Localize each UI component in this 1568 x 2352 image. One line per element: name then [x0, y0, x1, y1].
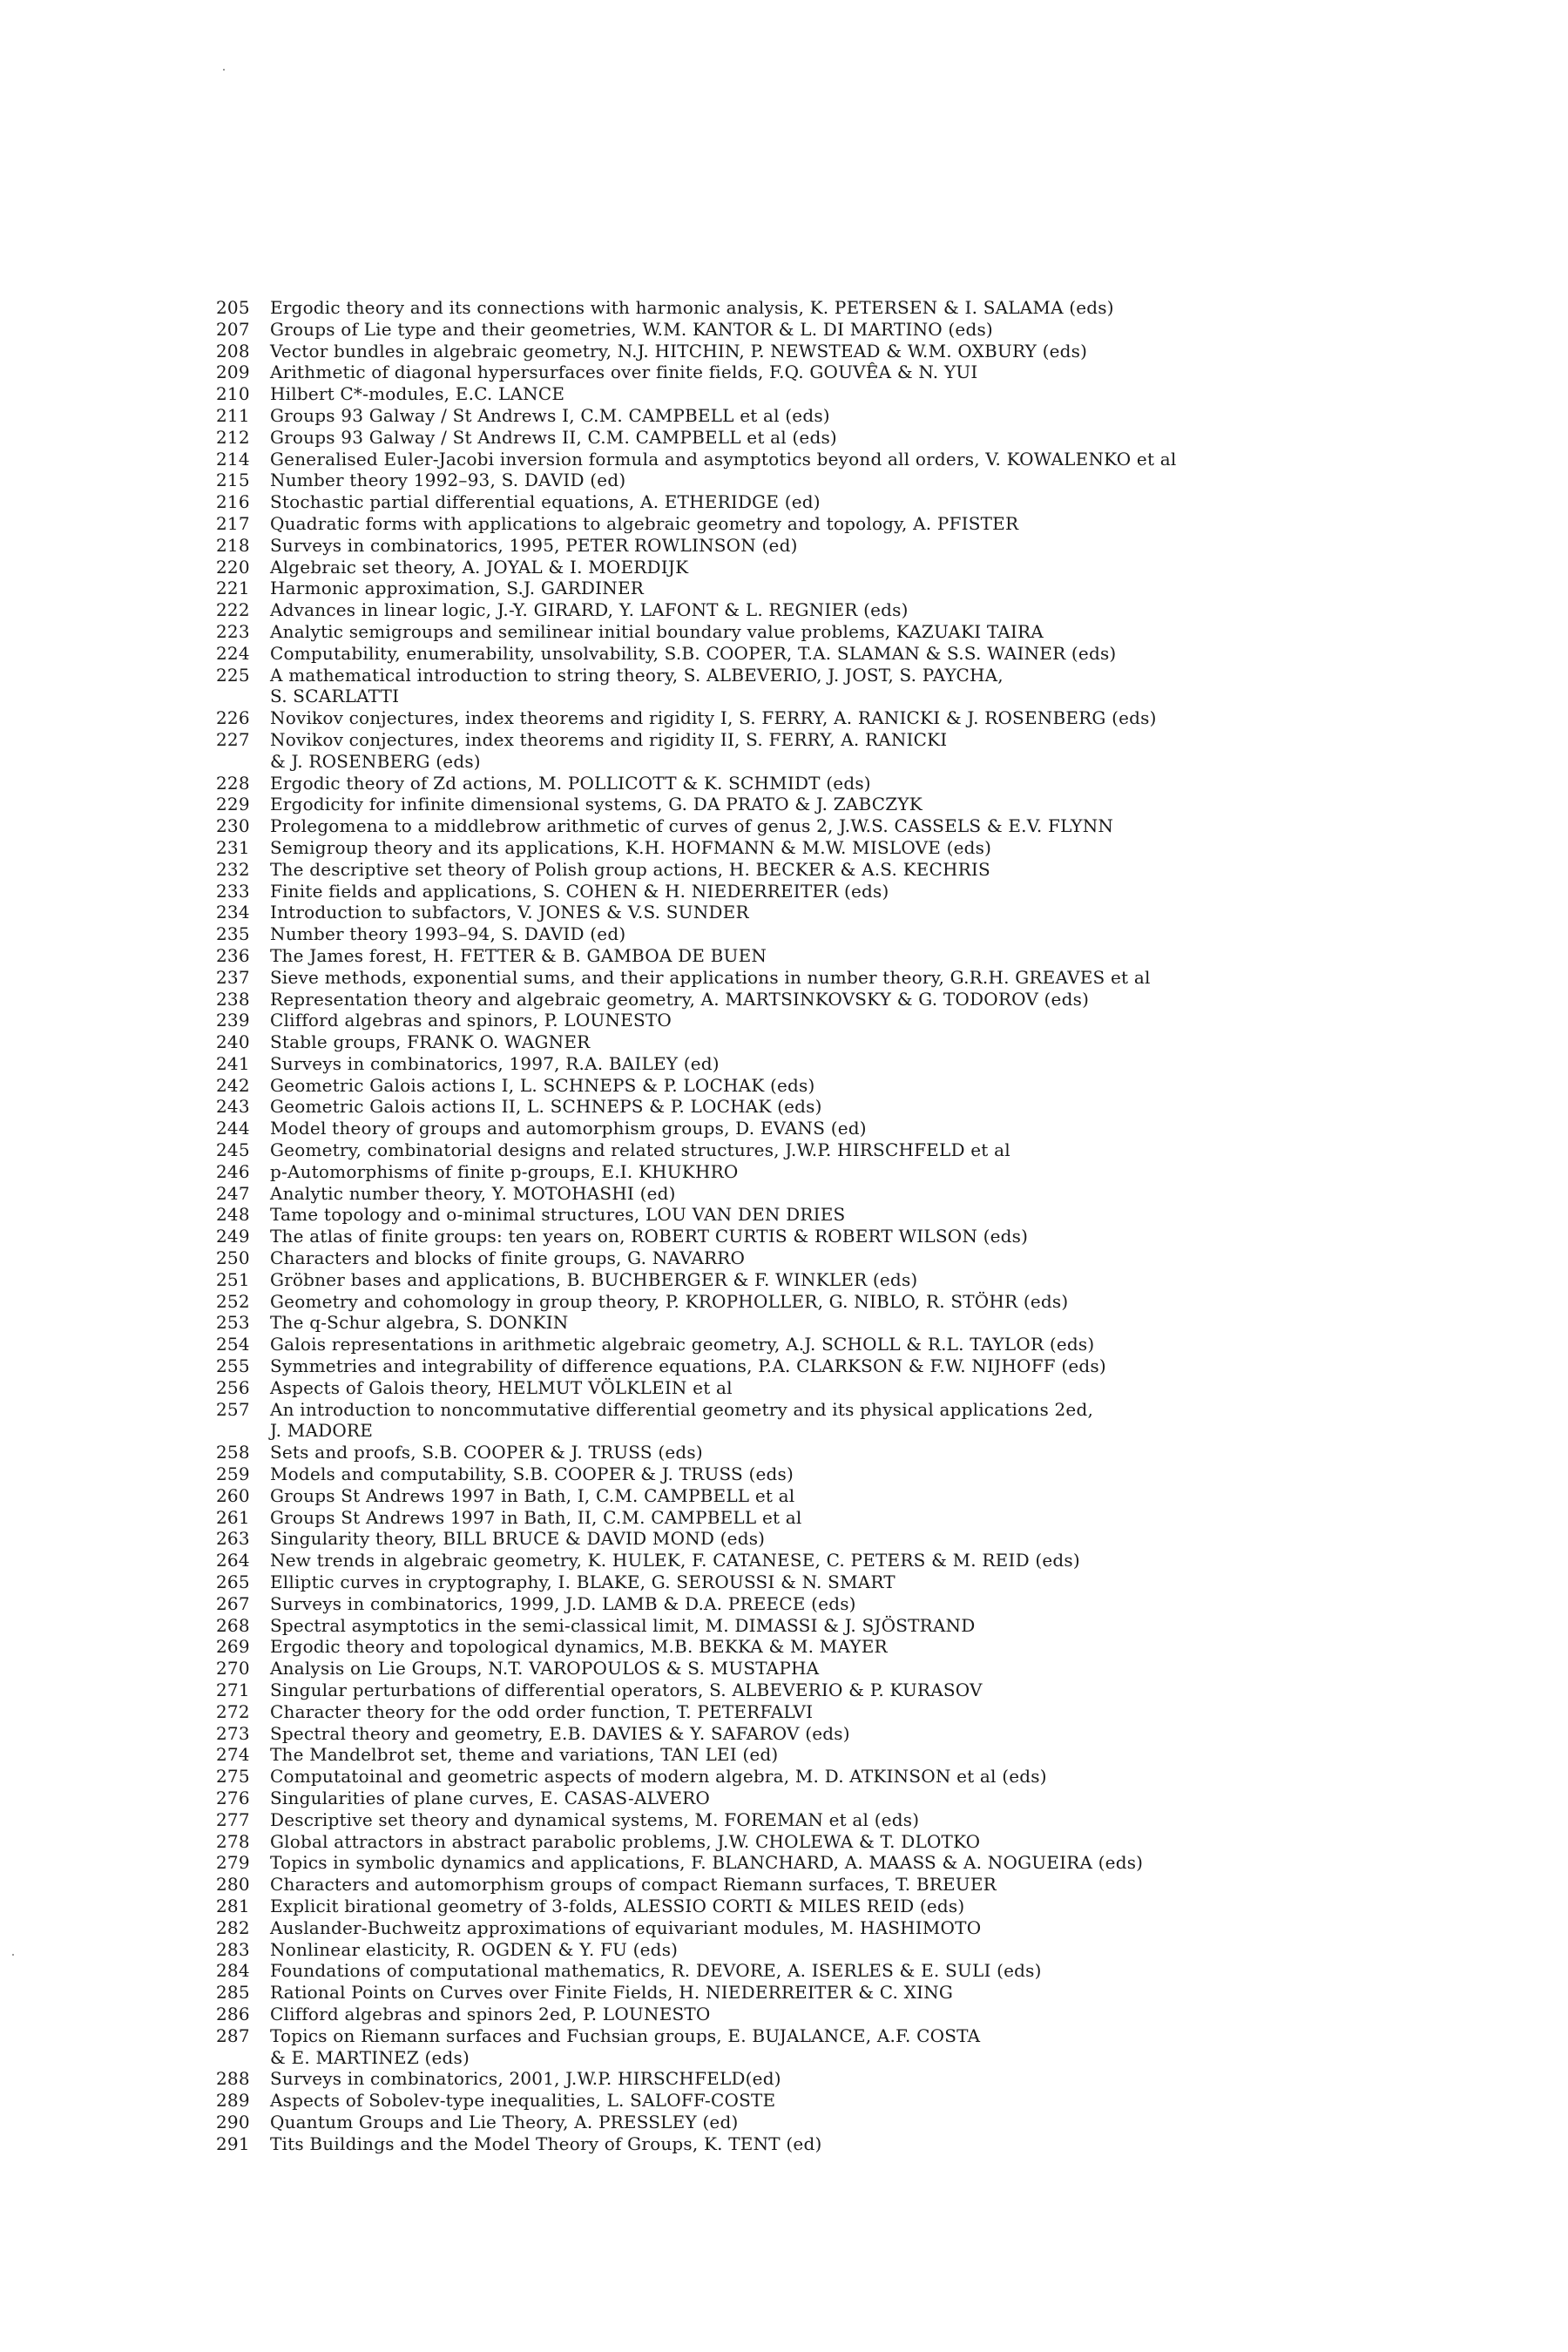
list-item: [216, 1291, 1401, 1313]
volume-title: Computatoinal and geometric aspects of modern algebra, M. D. ATKINSON et al (eds): [270, 1766, 1047, 1788]
volume-title: Surveys in combinatorics, 1999, J.D. LAMB & D.A. PREECE (eds): [270, 1592, 856, 1614]
volume-number: 278: [216, 1830, 250, 1852]
volume-number: 288: [216, 2068, 250, 2090]
volume-title: Novikov conjectures, index theorems and rigidity II, S. FERRY, A. RANICKI: [270, 728, 948, 750]
volume-number: 214: [216, 448, 250, 470]
list-item: [216, 1204, 1401, 1226]
volume-number: 270: [216, 1658, 250, 1680]
list-item: [216, 1680, 1401, 1701]
volume-number: 248: [216, 1204, 250, 1226]
list-item: [216, 557, 1401, 578]
volume-number: 234: [216, 902, 250, 923]
list-item: [216, 578, 1401, 599]
volume-number: 257: [216, 1398, 250, 1420]
volume-number: 253: [216, 1312, 250, 1334]
volume-number: 279: [216, 1852, 250, 1874]
volume-title: Generalised Euler-Jacobi inversion formula and asymptotics beyond all orders, V. KOWALENKO et al: [270, 448, 1177, 470]
volume-title: Galois representations in arithmetic algebraic geometry, A.J. SCHOLL & R.L. TAYLOR (eds): [270, 1334, 1095, 1355]
volume-title: Aspects of Sobolev-type inequalities, L. SALOFF-COSTE: [270, 2090, 776, 2112]
list-item: [216, 1463, 1401, 1485]
volume-number: 284: [216, 1960, 250, 1982]
volume-number: 256: [216, 1376, 250, 1398]
volume-title: Symmetries and integrability of difference equations, P.A. CLARKSON & F.W. NIJHOFF (eds): [270, 1355, 1106, 1377]
volume-title: Analytic semigroups and semilinear initial boundary value problems, KAZUAKI TAIRA: [270, 620, 1044, 642]
list-item: [216, 470, 1401, 491]
volume-number: 205: [216, 297, 250, 318]
list-item: [216, 1226, 1401, 1247]
volume-number: 271: [216, 1680, 250, 1700]
volume-title: Analytic number theory, Y. MOTOHASHI (ed): [270, 1182, 676, 1204]
list-item: [216, 1096, 1401, 1118]
volume-number: 208: [216, 340, 250, 362]
list-item: [216, 837, 1401, 859]
volume-title: Tits Buildings and the Model Theory of Groups, K. TENT (ed): [270, 2132, 822, 2154]
volume-number: 247: [216, 1182, 250, 1204]
volume-title: Geometric Galois actions I, L. SCHNEPS & P. LOCHAK (eds): [270, 1074, 815, 1096]
volume-number: 252: [216, 1290, 250, 1312]
list-item: [216, 1982, 1401, 2004]
volume-number: 245: [216, 1139, 250, 1161]
volume-title: p-Automorphisms of finite p-groups, E.I. KHUKHRO: [270, 1160, 739, 1182]
list-item: [216, 1874, 1401, 1896]
list-item: [216, 297, 1401, 319]
list-item: [216, 989, 1401, 1010]
volume-number: 243: [216, 1096, 250, 1118]
volume-number: 223: [216, 620, 250, 642]
volume-number: 267: [216, 1592, 250, 1614]
volume-number: 229: [216, 794, 250, 815]
volume-number: 265: [216, 1571, 250, 1593]
volume-title: Novikov conjectures, index theorems and rigidity I, S. FERRY, A. RANICKI & J. ROSENBERG (eds): [270, 707, 1157, 729]
list-item: [216, 1031, 1401, 1053]
volume-title: Groups St Andrews 1997 in Bath, II, C.M. CAMPBELL et al: [270, 1506, 802, 1528]
list-item: [216, 794, 1401, 815]
volume-number: 237: [216, 966, 250, 988]
volume-title: Nonlinear elasticity, R. OGDEN & Y. FU (eds): [270, 1938, 679, 1960]
volume-number: 286: [216, 2003, 250, 2024]
volume-title: Quadratic forms with applications to algebraic geometry and topology, A. PFISTER: [270, 512, 1019, 534]
volume-title: Models and computability, S.B. COOPER & J. TRUSS (eds): [270, 1463, 794, 1485]
volume-title: Arithmetic of diagonal hypersurfaces over finite fields, F.Q. GOUVÊA & N. YUI: [270, 362, 978, 383]
volume-number: 215: [216, 470, 250, 491]
list-item: [216, 1139, 1401, 1161]
volume-title: Global attractors in abstract parabolic problems, J.W. CHOLEWA & T. DLOTKO: [270, 1830, 981, 1852]
list-item: [216, 341, 1401, 362]
volume-title: Auslander-Buchweitz approximations of equivariant modules, M. HASHIMOTO: [270, 1916, 982, 1938]
list-item: [216, 1744, 1401, 1766]
volume-title: The q-Schur algebra, S. DONKIN: [270, 1312, 569, 1334]
list-item: [216, 1896, 1401, 1917]
volume-title: New trends in algebraic geometry, K. HULEK, F. CATANESE, C. PETERS & M. REID (eds): [270, 1550, 1080, 1571]
volume-number: 236: [216, 944, 250, 966]
list-item: [216, 1917, 1401, 1939]
volume-title: The atlas of finite groups: ten years on, ROBERT CURTIS & ROBERT WILSON (eds): [270, 1226, 1029, 1247]
volume-title: Vector bundles in algebraic geometry, N.J. HITCHIN, P. NEWSTEAD & W.M. OXBURY (eds): [270, 340, 1088, 362]
list-item: [216, 967, 1401, 989]
volume-number: 250: [216, 1247, 250, 1269]
list-item: [216, 2004, 1401, 2025]
list-item: [216, 1788, 1401, 1809]
volume-title: Surveys in combinatorics, 1997, R.A. BAILEY (ed): [270, 1052, 720, 1074]
list-item: [216, 1442, 1401, 1463]
volume-title: Harmonic approximation, S.J. GARDINER: [270, 578, 645, 599]
volume-number: 254: [216, 1334, 250, 1355]
volume-title-continuation: & J. ROSENBERG (eds): [270, 750, 481, 772]
volume-number: 240: [216, 1031, 250, 1053]
volume-number: 263: [216, 1528, 250, 1550]
volume-title: Stochastic partial differential equations, A. ETHERIDGE (ed): [270, 491, 821, 513]
volume-number: 235: [216, 923, 250, 945]
volume-number: 283: [216, 1938, 250, 1960]
volume-title: Characters and automorphism groups of compact Riemann surfaces, T. BREUER: [270, 1874, 997, 1896]
volume-number: 241: [216, 1052, 250, 1074]
volume-title: Singularities of plane curves, E. CASAS-ALVERO: [270, 1787, 711, 1808]
print-speck: [223, 69, 225, 71]
volume-title: Character theory for the odd order function, T. PETERFALVI: [270, 1700, 814, 1722]
list-item: [216, 1571, 1401, 1593]
volume-number: 232: [216, 858, 250, 880]
volume-title: Groups St Andrews 1997 in Bath, I, C.M. CAMPBELL et al: [270, 1484, 795, 1506]
volume-title: Characters and blocks of finite groups, G. NAVARRO: [270, 1247, 746, 1269]
list-item: [216, 1485, 1401, 1507]
volume-title: Groups of Lie type and their geometries, W.M. KANTOR & L. DI MARTINO (eds): [270, 318, 993, 340]
list-item: [216, 1355, 1401, 1377]
volume-number: 238: [216, 988, 250, 1010]
volume-title: Computability, enumerability, unsolvability, S.B. COOPER, T.A. SLAMAN & S.S. WAINER (eds): [270, 642, 1117, 664]
volume-number: 242: [216, 1074, 250, 1096]
volume-title: Spectral asymptotics in the semi-classical limit, M. DIMASSI & J. SJÖSTRAND: [270, 1614, 976, 1636]
volume-title: Introduction to subfactors, V. JONES & V.S. SUNDER: [270, 902, 749, 923]
volume-number: 228: [216, 772, 250, 794]
volume-number: 255: [216, 1355, 250, 1377]
volume-number: 268: [216, 1614, 250, 1636]
list-item: [216, 773, 1401, 794]
volume-number: 259: [216, 1463, 250, 1485]
list-item: [216, 427, 1401, 449]
volume-number: 230: [216, 815, 250, 837]
list-item: [216, 707, 1401, 729]
volume-title: Surveys in combinatorics, 2001, J.W.P. HIRSCHFELD(ed): [270, 2068, 781, 2090]
list-item: [216, 881, 1401, 902]
list-item: [216, 1075, 1401, 1097]
volume-number: 221: [216, 578, 250, 599]
volume-title: Representation theory and algebraic geometry, A. MARTSINKOVSKY & G. TODOROV (eds): [270, 988, 1090, 1010]
volume-title: Ergodicity for infinite dimensional systems, G. DA PRATO & J. ZABCZYK: [270, 794, 923, 815]
volume-number: 273: [216, 1722, 250, 1744]
volume-number: 239: [216, 1010, 250, 1031]
list-item: [216, 1831, 1401, 1853]
list-item: [216, 1550, 1401, 1571]
list-item: [216, 1269, 1401, 1291]
list-item: [216, 535, 1401, 557]
list-item: [216, 1723, 1401, 1745]
volume-number: 290: [216, 2111, 250, 2132]
list-item: [216, 621, 1401, 643]
volume-title: Elliptic curves in cryptography, I. BLAKE, G. SEROUSSI & N. SMART: [270, 1571, 896, 1593]
volume-number: 282: [216, 1916, 250, 1938]
list-item: [216, 1334, 1401, 1355]
volume-title: Model theory of groups and automorphism groups, D. EVANS (ed): [270, 1118, 867, 1139]
list-item: [216, 1766, 1401, 1788]
volume-title: Gröbner bases and applications, B. BUCHBERGER & F. WINKLER (eds): [270, 1268, 918, 1290]
list-item: [216, 1939, 1401, 1961]
volume-number: 231: [216, 836, 250, 858]
volume-title: Groups 93 Galway / St Andrews I, C.M. CAMPBELL et al (eds): [270, 404, 830, 426]
volume-number: 289: [216, 2090, 250, 2112]
volume-title: Geometric Galois actions II, L. SCHNEPS & P. LOCHAK (eds): [270, 1096, 822, 1118]
list-item: [216, 1593, 1401, 1615]
list-item: [216, 1377, 1401, 1399]
volume-number: 220: [216, 556, 250, 578]
list-item: [216, 1053, 1401, 1075]
list-item: [216, 405, 1401, 427]
list-item: [216, 665, 1401, 708]
volume-title: Ergodic theory and its connections with harmonic analysis, K. PETERSEN & I. SALAMA (eds): [270, 297, 1114, 318]
list-item: [216, 902, 1401, 923]
volume-title: Sets and proofs, S.B. COOPER & J. TRUSS (eds): [270, 1442, 703, 1463]
list-item: [216, 923, 1401, 945]
volume-number: 210: [216, 383, 250, 405]
list-item: [216, 1507, 1401, 1529]
list-item: [216, 2133, 1401, 2155]
volume-number: 264: [216, 1550, 250, 1571]
list-item: [216, 1247, 1401, 1269]
volume-title: Semigroup theory and its applications, K.H. HOFMANN & M.W. MISLOVE (eds): [270, 836, 992, 858]
list-item: [216, 1615, 1401, 1637]
list-item: [216, 2112, 1401, 2133]
volume-title: Foundations of computational mathematics, R. DEVORE, A. ISERLES & E. SULI (eds): [270, 1960, 1042, 1982]
list-item: [216, 1399, 1401, 1443]
list-item: [216, 2090, 1401, 2112]
volume-title: Ergodic theory and topological dynamics, M.B. BEKKA & M. MAYER: [270, 1636, 888, 1658]
volume-title-continuation: S. SCARLATTI: [270, 686, 400, 707]
list-item: [216, 383, 1401, 405]
list-item: [216, 1161, 1401, 1183]
list-item: [216, 859, 1401, 881]
volume-title-continuation: & E. MARTINEZ (eds): [270, 2046, 470, 2068]
volume-title: The James forest, H. FETTER & B. GAMBOA DE BUEN: [270, 944, 767, 966]
list-item: [216, 729, 1401, 773]
volume-number: 261: [216, 1506, 250, 1528]
volume-title: The Mandelbrot set, theme and variations, TAN LEI (ed): [270, 1744, 779, 1766]
volume-title: Ergodic theory of Zd actions, M. POLLICOTT & K. SCHMIDT (eds): [270, 772, 871, 794]
volume-title: Singularity theory, BILL BRUCE & DAVID MOND (eds): [270, 1528, 766, 1550]
volume-title: Number theory 1993–94, S. DAVID (ed): [270, 923, 626, 945]
print-speck: [12, 1954, 14, 1956]
volume-number: 216: [216, 491, 250, 513]
list-item: [216, 491, 1401, 513]
volume-number: 275: [216, 1766, 250, 1788]
list-item: [216, 1528, 1401, 1550]
list-item: [216, 945, 1401, 967]
volume-title: The descriptive set theory of Polish group actions, H. BECKER & A.S. KECHRIS: [270, 858, 990, 880]
volume-number: 276: [216, 1787, 250, 1808]
list-item: [216, 1636, 1401, 1658]
list-item: [216, 2025, 1401, 2069]
volume-number: 287: [216, 2024, 250, 2046]
list-item: [216, 1852, 1401, 1874]
volume-number: 269: [216, 1636, 250, 1658]
volume-title: Quantum Groups and Lie Theory, A. PRESSLEY (ed): [270, 2111, 739, 2132]
volume-number: 244: [216, 1118, 250, 1139]
volume-number: 280: [216, 1874, 250, 1896]
volume-number: 258: [216, 1442, 250, 1463]
list-item: [216, 449, 1401, 470]
volume-title: Geometry and cohomology in group theory, P. KROPHOLLER, G. NIBLO, R. STÖHR (eds): [270, 1290, 1069, 1312]
list-item: [216, 599, 1401, 621]
volume-number: 251: [216, 1268, 250, 1290]
volume-title: Topics on Riemann surfaces and Fuchsian groups, E. BUJALANCE, A.F. COSTA: [270, 2024, 981, 2046]
volume-title: Groups 93 Galway / St Andrews II, C.M. CAMPBELL et al (eds): [270, 426, 837, 448]
volume-number: 224: [216, 642, 250, 664]
series-list: [216, 297, 1401, 2155]
list-item: [216, 2068, 1401, 2090]
volume-title: Hilbert C*-modules, E.C. LANCE: [270, 383, 565, 405]
volume-number: 272: [216, 1700, 250, 1722]
volume-title: Rational Points on Curves over Finite Fields, H. NIEDERREITER & C. XING: [270, 1982, 954, 2004]
volume-title: Aspects of Galois theory, HELMUT VÖLKLEIN et al: [270, 1376, 733, 1398]
volume-number: 291: [216, 2132, 250, 2154]
volume-number: 211: [216, 404, 250, 426]
volume-number: 207: [216, 318, 250, 340]
volume-title: Analysis on Lie Groups, N.T. VAROPOULOS & S. MUSTAPHA: [270, 1658, 820, 1680]
volume-title: Geometry, combinatorial designs and related structures, J.W.P. HIRSCHFELD et al: [270, 1139, 1010, 1161]
volume-title-continuation: J. MADORE: [270, 1420, 373, 1442]
volume-title: Surveys in combinatorics, 1995, PETER ROWLINSON (ed): [270, 534, 798, 556]
volume-number: 285: [216, 1982, 250, 2004]
volume-title: Singular perturbations of differential operators, S. ALBEVERIO & P. KURASOV: [270, 1680, 983, 1700]
volume-number: 281: [216, 1895, 250, 1916]
list-item: [216, 815, 1401, 837]
list-item: [216, 1118, 1401, 1139]
volume-title: Clifford algebras and spinors, P. LOUNESTO: [270, 1010, 672, 1031]
volume-title: Finite fields and applications, S. COHEN & H. NIEDERREITER (eds): [270, 880, 889, 902]
volume-number: 226: [216, 707, 250, 729]
volume-number: 246: [216, 1160, 250, 1182]
list-item: [216, 1960, 1401, 1982]
volume-title: A mathematical introduction to string theory, S. ALBEVERIO, J. JOST, S. PAYCHA,: [270, 664, 1004, 686]
list-item: [216, 1183, 1401, 1205]
volume-number: 277: [216, 1808, 250, 1830]
volume-title: Advances in linear logic, J.-Y. GIRARD, Y. LAFONT & L. REGNIER (eds): [270, 599, 909, 621]
volume-number: 274: [216, 1744, 250, 1766]
list-item: [216, 643, 1401, 665]
volume-title: Number theory 1992–93, S. DAVID (ed): [270, 470, 626, 491]
volume-title: Sieve methods, exponential sums, and their applications in number theory, G.R.H. GREAVES et al: [270, 966, 1151, 988]
volume-title: An introduction to noncommutative differential geometry and its physical applications 2ed,: [270, 1398, 1094, 1420]
volume-number: 209: [216, 362, 250, 383]
list-item: [216, 319, 1401, 341]
volume-title: Tame topology and o-minimal structures, LOU VAN DEN DRIES: [270, 1204, 846, 1226]
list-item: [216, 1809, 1401, 1831]
volume-number: 227: [216, 728, 250, 750]
volume-title: Spectral theory and geometry, E.B. DAVIES & Y. SAFAROV (eds): [270, 1722, 850, 1744]
list-item: [216, 1010, 1401, 1031]
volume-title: Clifford algebras and spinors 2ed, P. LOUNESTO: [270, 2003, 711, 2024]
volume-title: Topics in symbolic dynamics and applications, F. BLANCHARD, A. MAASS & A. NOGUEIRA (eds): [270, 1852, 1144, 1874]
volume-number: 225: [216, 664, 250, 686]
volume-number: 233: [216, 880, 250, 902]
list-item: [216, 1658, 1401, 1680]
volume-number: 222: [216, 599, 250, 621]
list-item: [216, 1701, 1401, 1723]
volume-title: Algebraic set theory, A. JOYAL & I. MOERDIJK: [270, 556, 689, 578]
volume-number: 218: [216, 534, 250, 556]
volume-number: 212: [216, 426, 250, 448]
volume-number: 217: [216, 512, 250, 534]
volume-number: 249: [216, 1226, 250, 1247]
volume-title: Explicit birational geometry of 3-folds, ALESSIO CORTI & MILES REID (eds): [270, 1895, 965, 1916]
volume-title: Stable groups, FRANK O. WAGNER: [270, 1031, 591, 1053]
volume-number: 260: [216, 1484, 250, 1506]
volume-title: Descriptive set theory and dynamical systems, M. FOREMAN et al (eds): [270, 1808, 920, 1830]
volume-title: Prolegomena to a middlebrow arithmetic of curves of genus 2, J.W.S. CASSELS & E.V. FLYNN: [270, 815, 1114, 837]
list-item: [216, 1312, 1401, 1334]
list-item: [216, 513, 1401, 535]
list-item: [216, 362, 1401, 383]
